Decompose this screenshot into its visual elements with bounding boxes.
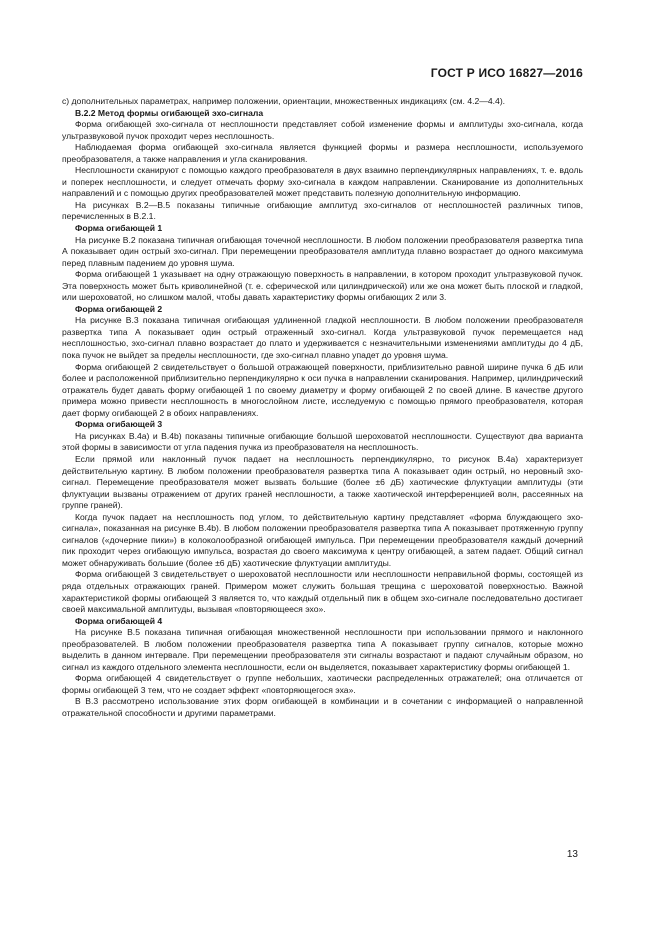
paragraph: На рисунке В.3 показана типичная огибающая удлиненной гладкой несплошности. В любом положении преобразователя развертка типа А показывает один острый отраженный эхо-сигнал. Когда ультразвуковой пучок перемещается над несплошностью, эхо-сигнал плавно возрастает до плато и удерживается с незначительными изменениями амплитуды до 4 дБ, пока пучок не выйдет за пределы несплошности, где эхо-сигнал плавно упадет до уровня шума.	[62, 315, 583, 361]
paragraph: Форма огибающей 2 свидетельствует о большой отражающей поверхности, приблизительно равной ширине пучка 6 дБ или более и расположенной приблизительно перпендикулярно к оси пучка в направлении сканирования. Например, цилиндрический отражатель будет давать форму огибающей 1 по своему диаметру и форму огибающей 2 по своей длине. В качестве другого примера можно привести несплошность в многослойном листе, исследуемую с помощью прямого преобразователя, которая дает форму огибающей 2 в обоих направлениях.	[62, 361, 583, 418]
paragraph: Форма огибающей 4 свидетельствует о группе небольших, хаотически распределенных отражателей; она отличается от формы огибающей 3 тем, что не создает эффект «повторяющегося эха».	[62, 673, 583, 695]
paragraph: На рисунке В.2 показана типичная огибающая точечной несплошности. В любом положении преобразователя развертка типа А показывает один острый эхо-сигнал. При перемещении преобразователя амплитуда плавно возрастает до одного максимума перед плавным падением до уровня шума.	[62, 234, 583, 268]
section-heading: В.2.2 Метод формы огибающей эхо-сигнала	[75, 107, 264, 118]
paragraph: В В.3 рассмотрено использование этих форм огибающей в комбинации и в сочетании с информацией о направленной отражательной способности и другими параметрами.	[62, 696, 583, 718]
paragraph: с) дополнительных параметрах, например положении, ориентации, множественных индикациях (см. 4.2—4.4).	[62, 96, 506, 106]
page-number: 13	[566, 849, 578, 860]
paragraph: Несплошности сканируют с помощью каждого преобразователя в двух взаимно перпендикулярных направлениях, т. е. вдоль и поперек несплошности, и следует отмечать форму эхо-сигнала в каждом направлении. Сканирование из дополнительных направлений и с помощью других преобразователей может представить полезную дополнительную информацию.	[62, 165, 583, 199]
paragraph: Форма огибающей эхо-сигнала от несплошности представляет собой изменение формы и амплитуды эхо-сигнала, когда ультразвуковой пучок проходит через несплошность.	[62, 119, 583, 141]
paragraph: На рисунках В.4а) и В.4b) показаны типичные огибающие большой шероховатой несплошности. Существуют два варианта этой формы в зависимости от угла падения пучка из преобразователя на несплошность.	[62, 430, 583, 453]
paragraph: Форма огибающей 1 указывает на одну отражающую поверхность в направлении, в котором проходит ультразвуковой пучок. Эта поверхность может быть криволинейной (т. е. сферической или цилиндрической) или же она может быть плоской и гладкой, или шероховатой, но слишком малой, чтобы давать характеристику формы огибающих 2 или 3.	[62, 269, 583, 303]
paragraph: На рисунках В.2—В.5 показаны типичные огибающие амплитуд эхо-сигналов от несплошностей различных типов, перечисленных в В.2.1.	[62, 199, 583, 222]
document-header: ГОСТ Р ИСО 16827—2016	[430, 66, 583, 80]
section-heading: Форма огибающей 1	[75, 223, 163, 234]
paragraph: Если прямой или наклонный пучок падает на несплошность перпендикулярно, то рисунок В.4а) характеризует действительную картину. В любом положении преобразователя развертка типа А показывает один острый, но неровный эхо-сигнал. Перемещение преобразователя может вызвать большие (более ±6 дБ) хаотические флуктуации амплитуды (эти флуктуации вызваны отражением от других граней несплошности, а также хаотической интерференцией волн, рассеянных на группе граней).	[62, 453, 583, 511]
paragraph: Когда пучок падает на несплошность под углом, то действительную картину представляет «форма блуждающего эхо-сигнала», показанная на рисунке В.4b). В любом положении преобразователя развертка типа А показывает протяженную группу сигналов («дочерние пики») в колоколообразной огибающей импульса. При перемещении преобразователя каждый дочерний пик проходит через огибающую импульса, возрастая до своего максимума к центру огибающей, а затем падает. Общий сигнал может обнаруживать большие (более ±6 дБ) хаотические флуктуации амплитуды.	[62, 511, 583, 568]
section-heading: Форма огибающей 3	[75, 419, 163, 430]
section-heading: Форма огибающей 2	[75, 303, 163, 314]
paragraph: Наблюдаемая форма огибающей эхо-сигнала является функцией формы и размера несплошности, используемого преобразователя, а также направления и угла сканирования.	[62, 142, 583, 164]
paragraph: Форма огибающей 3 свидетельствует о шероховатой несплошности или несплошности неправильной формы, состоящей из ряда отдельных отражающих граней. Примером может служить большая трещина с шероховатой поверхностью. Важной характеристикой формы огибающей 3 является то, что каждый отдельный пик в общем эхо-сигнале последовательно достигает своей максимальной амплитуды, вызывая «повторяющееся эхо».	[62, 569, 583, 615]
document-body	[62, 96, 583, 720]
paragraph: На рисунке В.5 показана типичная огибающая множественной несплошности при использовании прямого и наклонного преобразователей. В любом положении преобразователя развертка типа А показывает группу сигналов, которые можно выделить в данном интервале. При перемещении преобразователя эти сигналы возрастают и падают случайным образом, но сигнал из каждого отдельного элемента несплошности, если он выделяется, показывает характеристику формы огибающей 1.	[62, 627, 583, 672]
section-heading: Форма огибающей 4	[75, 615, 163, 626]
